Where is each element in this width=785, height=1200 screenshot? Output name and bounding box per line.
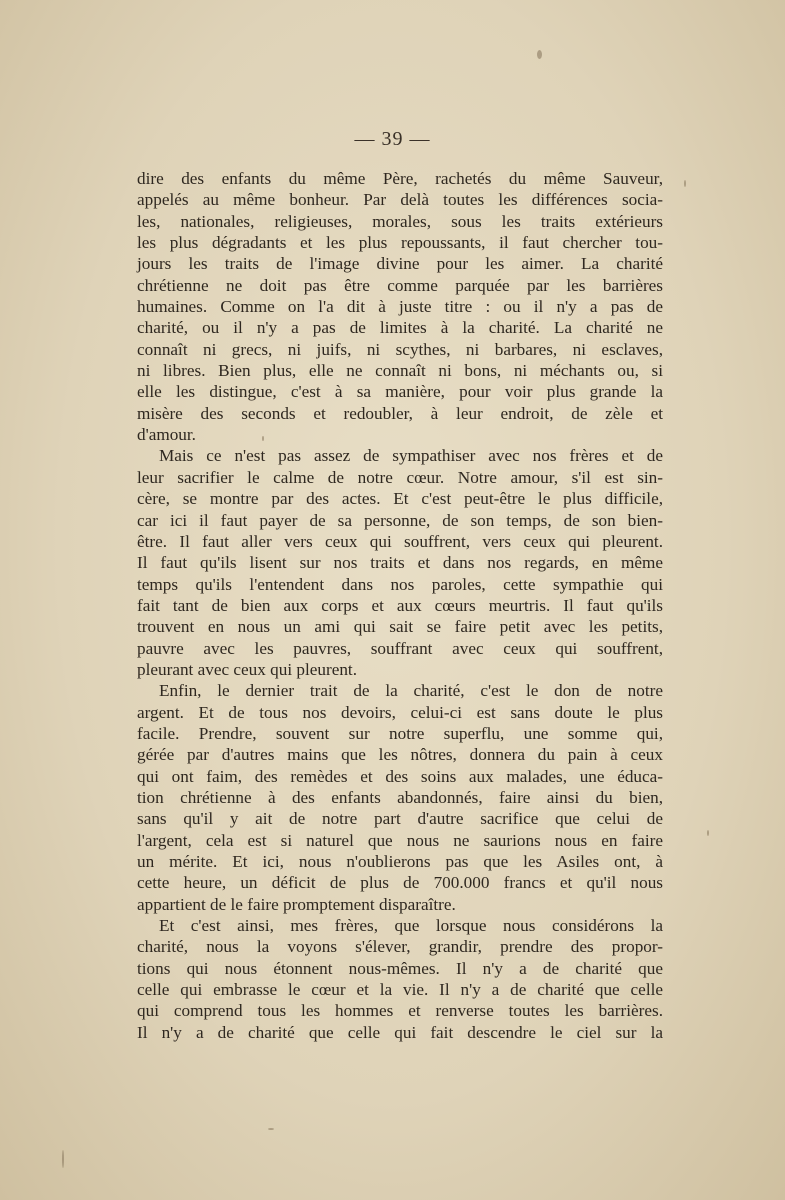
- text-line: cère, se montre par des actes. Et c'est peut-être le plus difficile,: [137, 489, 663, 509]
- text-line: cette heure, un déficit de plus de 700.000 francs et qu'il nous: [137, 873, 663, 893]
- text-line: Enfin, le dernier trait de la charité, c'est le don de notre: [159, 681, 663, 701]
- text-line: un mérite. Et ici, nous n'oublierons pas que les Asiles ont, à: [137, 852, 663, 871]
- text-line: les plus dégradants et les plus repoussants, il faut chercher tou-: [137, 233, 663, 253]
- text-line: charité, ou il n'y a pas de limites à la charité. La charité ne: [137, 318, 663, 338]
- text-line: trouvent en nous un ami qui sait se faire petit avec les petits,: [137, 617, 663, 637]
- text-line: appartient de le faire promptement disparaître.: [137, 894, 456, 914]
- text-line: humaines. Comme on l'a dit à juste titre : ou il n'y a pas de: [137, 297, 663, 317]
- text-line: Il faut qu'ils lisent sur nos traits et dans nos regards, en même: [137, 553, 663, 573]
- text-line: pleurant avec ceux qui pleurent.: [137, 659, 357, 679]
- paper-speck: [684, 180, 686, 187]
- text-line: pauvre avec les pauvres, souffrant avec ceux qui souffrent,: [137, 638, 663, 658]
- text-line: les, nationales, religieuses, morales, sous les traits extérieurs: [137, 211, 663, 231]
- text-line: car ici il faut payer de sa personne, de son temps, de son bien-: [137, 510, 663, 530]
- text-line: dire des enfants du même Père, rachetés du même Sauveur,: [137, 169, 663, 188]
- text-line: facile. Prendre, souvent sur notre superflu, une somme qui,: [137, 723, 663, 743]
- text-line: chrétienne ne doit pas être comme parquée par les barrières: [137, 275, 663, 295]
- text-line: être. Il faut aller vers ceux qui souffrent, vers ceux qui pleurent.: [137, 531, 663, 551]
- paper-speck: [707, 830, 709, 836]
- text-line: gérée par d'autres mains que les nôtres, donnera du pain à ceux: [137, 745, 663, 765]
- text-line: qui comprend tous les hommes et renverse toutes les barrières.: [137, 1001, 663, 1021]
- text-line: Mais ce n'est pas assez de sympathiser avec nos frères et de: [159, 446, 663, 466]
- text-line: d'amour.: [137, 425, 196, 445]
- text-line: appelés au même bonheur. Par delà toutes les différences socia-: [137, 190, 663, 210]
- text-line: sans qu'il y ait de notre part d'autre sacrifice que celui de: [137, 809, 663, 829]
- text-line: Il n'y a de charité que celle qui fait descendre le ciel sur la: [137, 1022, 663, 1042]
- text-line: temps qu'ils l'entendent dans nos paroles, cette sympathie qui: [137, 574, 663, 594]
- text-line: charité, nous la voyons s'élever, grandir, prendre des propor-: [137, 937, 663, 957]
- text-line: connaît ni grecs, ni juifs, ni scythes, ni barbares, ni esclaves,: [137, 339, 663, 359]
- page-number: — 39 —: [354, 128, 431, 150]
- text-line: elle les distingue, c'est à sa manière, pour voir plus grande la: [137, 382, 663, 402]
- paper-speck: [62, 1150, 64, 1168]
- paper-speck: [537, 50, 542, 59]
- text-line: l'argent, cela est si naturel que nous ne saurions nous en faire: [137, 830, 663, 850]
- text-line: tions qui nous étonnent nous-mêmes. Il n'y a de charité que: [137, 958, 663, 978]
- text-line: argent. Et de tous nos devoirs, celui-ci est sans doute le plus: [137, 702, 663, 722]
- text-line: misère des seconds et redoubler, à leur endroit, de zèle et: [137, 403, 663, 423]
- body-text: [137, 168, 663, 1043]
- text-line: ni libres. Bien plus, elle ne connaît ni bons, ni méchants ou, si: [137, 361, 663, 381]
- text-line: celle qui embrasse le cœur et la vie. Il n'y a de charité que celle: [137, 980, 663, 1000]
- text-line: fait tant de bien aux corps et aux cœurs meurtris. Il faut qu'ils: [137, 595, 663, 615]
- text-line: qui ont faim, des remèdes et des soins aux malades, une éduca-: [137, 766, 663, 786]
- text-line: Et c'est ainsi, mes frères, que lorsque nous considérons la: [159, 916, 663, 936]
- text-line: tion chrétienne à des enfants abandonnés, faire ainsi du bien,: [137, 787, 663, 807]
- text-line: leur sacrifier le calme de notre cœur. Notre amour, s'il est sin-: [137, 467, 663, 487]
- paper-speck: [268, 1128, 274, 1130]
- text-line: jours les traits de l'image divine pour les aimer. La charité: [137, 254, 663, 274]
- paper-speck: [262, 436, 264, 441]
